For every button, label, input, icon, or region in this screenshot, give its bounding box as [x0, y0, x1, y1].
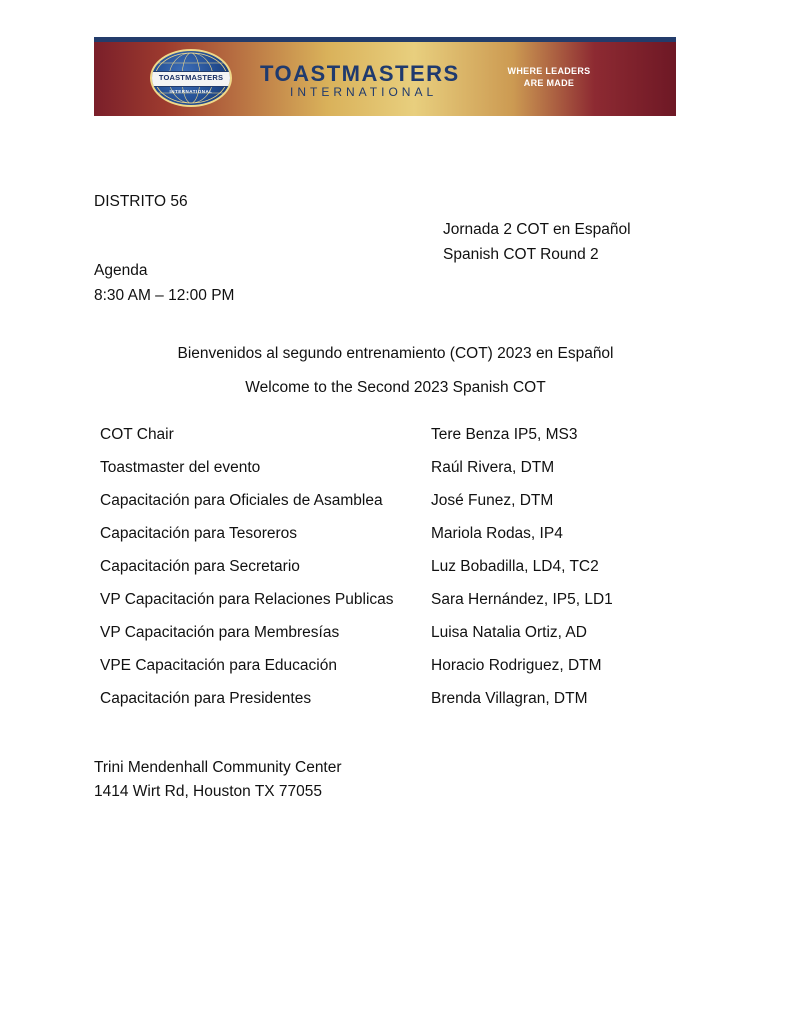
toastmasters-globe-logo [150, 49, 232, 107]
brand-subtitle: INTERNATIONAL [290, 85, 438, 99]
welcome-en: Welcome to the Second 2023 Spanish COT [245, 379, 546, 396]
schedule-person: Horacio Rodriguez, DTM [431, 657, 602, 674]
tagline-line-1: WHERE LEADERS [507, 66, 591, 76]
schedule-person: Sara Hernández, IP5, LD1 [431, 591, 613, 608]
event-time: 8:30 AM – 12:00 PM [94, 287, 235, 304]
schedule-person: Brenda Villagran, DTM [431, 690, 588, 707]
schedule-role: VP Capacitación para Relaciones Publicas [100, 591, 394, 608]
schedule-person: Tere Benza IP5, MS3 [431, 426, 578, 443]
agenda-label: Agenda [94, 262, 148, 279]
schedule-person: Luz Bobadilla, LD4, TC2 [431, 558, 599, 575]
schedule-person: José Funez, DTM [431, 492, 554, 509]
schedule-role: Capacitación para Oficiales de Asamblea [100, 492, 383, 509]
schedule-role: Capacitación para Presidentes [100, 690, 312, 707]
venue-address: 1414 Wirt Rd, Houston TX 77055 [94, 783, 323, 800]
schedule-row [100, 425, 660, 458]
event-title-es: Jornada 2 COT en Español [443, 221, 631, 238]
schedule-row [100, 689, 660, 722]
schedule-person: Luisa Natalia Ortiz, AD [431, 624, 587, 641]
tagline-line-2: ARE MADE [523, 78, 575, 88]
schedule-row [100, 458, 660, 491]
schedule-row [100, 557, 660, 590]
schedule-role: Capacitación para Secretario [100, 558, 300, 575]
schedule-person: Mariola Rodas, IP4 [431, 525, 563, 542]
schedule-role: Toastmaster del evento [100, 459, 261, 476]
schedule-role: VP Capacitación para Membresías [100, 624, 340, 641]
banner-top-strip [94, 37, 676, 42]
schedule-row [100, 656, 660, 689]
district-label: DISTRITO 56 [94, 193, 188, 210]
toastmasters-banner [94, 37, 676, 116]
schedule-role: VPE Capacitación para Educación [100, 657, 337, 674]
schedule-row [100, 524, 660, 557]
schedule-person: Raúl Rivera, DTM [431, 459, 555, 476]
venue-name: Trini Mendenhall Community Center [94, 759, 342, 776]
schedule-row [100, 491, 660, 524]
logo-sub-text: INTERNATIONAL [169, 89, 213, 94]
brand-name: TOASTMASTERS [260, 61, 460, 86]
schedule-list [100, 425, 660, 722]
event-title-en: Spanish COT Round 2 [443, 246, 599, 263]
brand-tagline [494, 65, 604, 89]
schedule-role: COT Chair [100, 426, 174, 443]
schedule-row [100, 590, 660, 623]
welcome-es: Bienvenidos al segundo entrenamiento (COT) 2023 en Español [177, 345, 614, 362]
schedule-role: Capacitación para Tesoreros [100, 525, 298, 542]
logo-band-text: TOASTMASTERS [158, 73, 224, 82]
schedule-row [100, 623, 660, 656]
